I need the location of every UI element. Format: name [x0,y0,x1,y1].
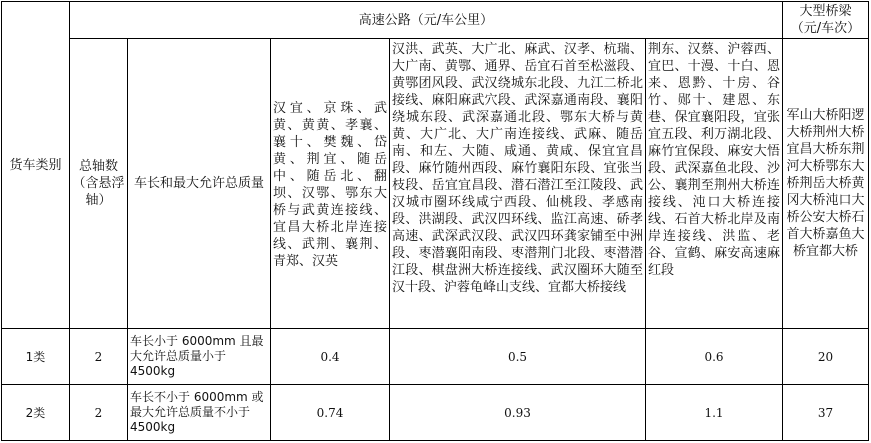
header-row-2 [2,39,869,329]
rate-group-1-cell: 0.74 [271,385,390,441]
header-row-1 [2,2,869,39]
rate-group-1-cell: 0.4 [271,329,390,385]
table-row [2,329,869,385]
bridge-fee-cell: 37 [783,385,869,441]
bridge-list: 军山大桥阳逻大桥荆州大桥宜昌大桥东荆河大桥鄂东大桥荆岳大桥黄冈大桥沌口大桥公安大桥石首大桥嘉鱼大桥宜都大桥 [783,39,869,329]
segment-group-2: 汉洪、武英、大广北、麻武、汉孝、杭瑞、大广南、黄鄂、通界、岳宜石首至松滋段、黄鄂团风段、武汉绕城东北段、九江二桥北接线、麻阳麻武穴段、武深嘉通南段、襄阳绕城东段、武深嘉通北段、鄂东大桥与黄黄、大广北、大广南连接线、武麻、随岳南、和左、大随、咸通、黄咸、保宜宜昌段、麻竹随州西段、麻竹襄阳东段、宜张当枝段、岳宜宜昌段、潜石潜江至江陵段、武汉城市圈环线咸宁西段、仙桃段、孝感南段、洪湖段、武汉四环线、监江高速、硚孝高速、武深武汉段、武汉四环龚家铺至中洲段、枣潜襄阳南段、枣潜荆门北段、枣潜潜江段、棋盘洲大桥连接线、武汉圈环大随至汉十段、沪蓉龟峰山支线、宜都大桥接线 [390,39,646,329]
vehicle-class-cell: 2类 [2,385,70,441]
table-row [2,385,869,441]
axle-count-cell: 2 [70,329,128,385]
rate-group-2-cell: 0.5 [390,329,646,385]
segment-group-3: 荆东、汉蔡、沪蓉西、宜巴、十漫、十白、恩来、恩黔、十房、谷竹、郧十、建恩、东巷、保宜襄阳段，宜张宜五段、利万湖北段、麻竹宜保段、麻安大悟段、武深嘉鱼北段、沙公、襄荆至荆州大桥连接线、沌口大桥连接线、石首大桥北岸及南岸连接线、洪监、老谷、宣鹤、麻安高速麻红段 [646,39,783,329]
axle-count-cell: 2 [70,385,128,441]
length-mass-cell: 车长不小于 6000mm 或最大允许总质量不小于 4500kg [128,385,271,441]
rate-group-3-cell: 1.1 [646,385,783,441]
bridge-group-header: 大型桥梁（元/车次） [783,2,869,39]
vehicle-class-header: 货车类别 [2,2,70,329]
rate-group-2-cell: 0.93 [390,385,646,441]
axle-count-header: 总轴数（含悬浮轴） [70,39,128,329]
length-mass-cell: 车长小于 6000mm 且最大允许总质量小于 4500kg [128,329,271,385]
toll-rate-table [1,1,869,441]
rate-group-3-cell: 0.6 [646,329,783,385]
highway-group-header: 高速公路（元/车公里） [70,2,783,39]
segment-group-1: 汉宜、京珠、武黄、黄黄、孝襄、襄十、樊魏、岱黄、荆宜、随岳中、随岳北、翻坝、汉鄂、鄂东大桥与武黄连接线、宜昌大桥北岸连接线、武荆、襄荆、青郑、汉英 [271,39,390,329]
bridge-fee-cell: 20 [783,329,869,385]
vehicle-class-cell: 1类 [2,329,70,385]
length-mass-header: 车长和最大允许总质量 [128,39,271,329]
